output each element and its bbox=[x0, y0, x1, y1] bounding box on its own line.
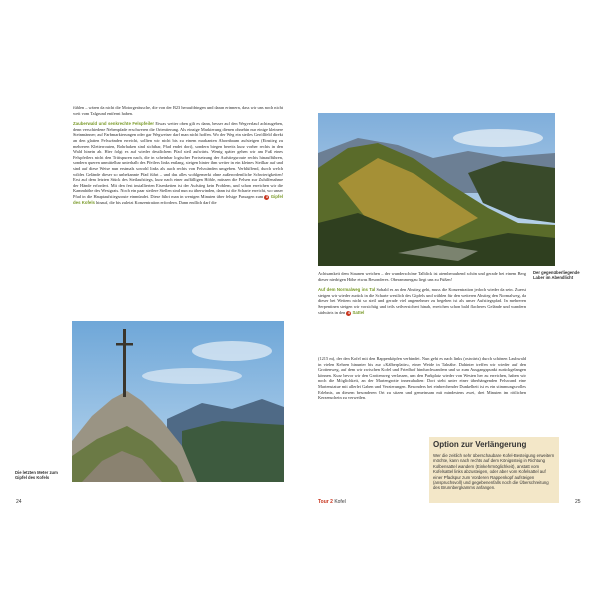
laber-evening-image bbox=[318, 113, 555, 266]
right-page-number: 25 bbox=[575, 499, 581, 505]
right-body-text bbox=[318, 271, 526, 316]
footer-tour-name: Kofel bbox=[334, 499, 346, 505]
waypoint-marker-4: 4 bbox=[347, 310, 350, 315]
info-box-verlaengerung bbox=[429, 437, 559, 503]
section-heading-normalweg: Auf dem Normalweg ins Tal bbox=[318, 287, 376, 293]
right-paragraph-2b-wrapper bbox=[318, 356, 526, 401]
right-paragraph-2a-text: Sobald es an den Abstieg geht, muss die Konzentration jedoch wieder da sein. Zuerst steigen wir wieder zurück in die Scharte westlich des Gipfels und wählen für den weiteren Abstieg den Normalweg, da dieser bei Weitem nicht so steil und gerade viel angenehmer zu begehen ist als unser Aufstiegspfad. In mehreren Serpentinen steigen wir vorsichtig und teils seilversichert hinab, erreichen schon bald flacheres Gelände und wandern südwärts in den bbox=[318, 287, 527, 315]
left-paragraph-2 bbox=[73, 121, 283, 205]
info-box-text: Wer die zeitlich sehr überschaubare Kofel-Besteigung erweitern möchte, kann nach rechts auf dem Königssteig in Richtung Kolbensattel wandern (Einkehrmöglichkeit), anstatt vom Kofelsattel links abzusteigen, oder aber vom Kofelsattel auf einer Pfadspur zum Vorderen Rappenkopf aufsteigen (anspruchsvoll) und gegebenenfalls noch die Überschreitung des Brunnbergkamms anfangen. bbox=[433, 453, 555, 491]
waypoint-marker-3: 3 bbox=[265, 194, 268, 199]
summit-cross-image bbox=[72, 321, 284, 482]
right-paragraph-2a bbox=[318, 287, 526, 315]
left-photo-caption: Die letzten Meter zum Gipfel des Kofels bbox=[15, 470, 58, 480]
section-heading-zauberwald: Zauberwald und senkrechte Felspfeiler bbox=[73, 121, 155, 127]
left-paragraph-2-text: Etwas weiter oben gilt es dann, besser auf den Wegverlauf achtzugeben, denn verschiedene Nebenpfade erschweren die Orientierung. Als einzige Markierung dienen ohnehin nur einige kleinere Steinmänner; auf Farbmarkierungen oder gar Wegweiser darf man nicht hoffen. Wo der Weg ein steiles Geröllfeld direkt an den glatten Felswänden erreicht, sollten wir nicht bis zu einem markanten Ahornbaum aufsteigen (Einstieg zu mehreren Kletterrouten, Bohrhaken sind sichtbar, Pfad endet dort), sondern biegen bereits kurz vorher rechts in den Wald hinein ab. Hier folgt es auf wieder deutlichem Pfad steil aufwärts. Wenig später gehen wir am Fuß eines Felspfeilers nicht den Trittspuren nach, die in scheinbar logischer Fortsetzung der Aufstiegsroute rechts hinaufführen, sondern queren unmittelbar unterhalb des Pfeilers links entlang, steigen hinter ihm weiter in ein kleines Steilkar auf und sind auf diese Weise nun erstmals sowohl links als auch rechts von Felswänden umgeben. Verblüffend, durch welch wildes Gelände dieser so unbekannte Pfad führt – und das alles wohlgemerkt ohne außerordentliche Schwierigkeiten! Erst auf dem letzten Stück des Steilaufstiegs, kurz nach einer auffälligen Höhle, müssen die Felsen zur Zuhilfenahme der Hände erfordert. Mit den fest installierten Eisenketten ist der Aufstieg kein Problem, und schon erreichen wir die Kammhöhe des Westgrats. Noch ein paar steilere Stellen sind nun zu überwinden, dann ist die Scharte erreicht, wo unser Pfad in die Hauptaufstiegsroute einmündet. Diese führt man in wenigen Minuten über felsige Passagen zum bbox=[73, 121, 284, 199]
left-body-text bbox=[73, 105, 283, 206]
footer-tour-label: Tour 2 bbox=[318, 499, 333, 505]
right-footer-tour bbox=[318, 499, 346, 505]
left-paragraph-2-end: hinauf, die bis zuletzt Konzentration erfordern. Dann endlich darf die bbox=[96, 199, 217, 205]
left-paragraph-1: fühlen – wären da nicht die Motorgeräusche, die von der B23 heraufdringen und daran erinnern, dass wir uns noch nicht weit vom Talgrund entfernt haben. bbox=[73, 105, 283, 116]
photo-summit-cross bbox=[72, 321, 284, 482]
right-paragraph-1: Achtsamkeit dem Staunen weichen – der wunderschöne Talblick ist atemberaubend schön und gerade bei einem Berg dieser niedrigen Höhe etwas Besonderes. Oberammergau liegt uns zu Füßen! bbox=[318, 271, 526, 282]
right-photo-caption: Der gegenüberliegende Laber im Abendlicht bbox=[533, 270, 580, 280]
sattel-label: Sattel bbox=[352, 309, 365, 315]
photo-laber-evening bbox=[318, 113, 555, 266]
right-paragraph-2b: (1215 m), der den Kofel mit den Rappenköpfen verbindet. Nun geht es nach links (ostwärts) durch schönen Laubwald in vielen Kehren hinunter bis zur »Kälberplatte«, einer Weide in Talnähe. Dahinter treffen wir wieder auf den Grottenweg, auf dem wir zwischen Kofel und Friedhof hindurchwandern und so zum Ausgangspunkt zurückgelangen können. Kurz bevor wir den Grottenweg verlassen, um den Parkplatz wieder von Westen her zu erreichen, haben wir noch die Möglichkeit, an der Mariengrotte innezuhalten: Dort steht unter einer überhängenden Felswand eine Marienstatue mit allerlei Gaben und Verzierungen. Besonders bei einbrechender Dunkelheit ist es ein stimmungsvolles Erlebnis, an diesem besonderen Ort zu sitzen und gemeinsam mit mindestens zwei, drei Minuten im rötlichen Kerzenschein zu verweilen. bbox=[318, 356, 526, 401]
left-page-number: 24 bbox=[16, 499, 22, 505]
summit-label: Gipfel des Kofels bbox=[73, 193, 283, 205]
info-box-title: Option zur Verlängerung bbox=[433, 440, 527, 449]
